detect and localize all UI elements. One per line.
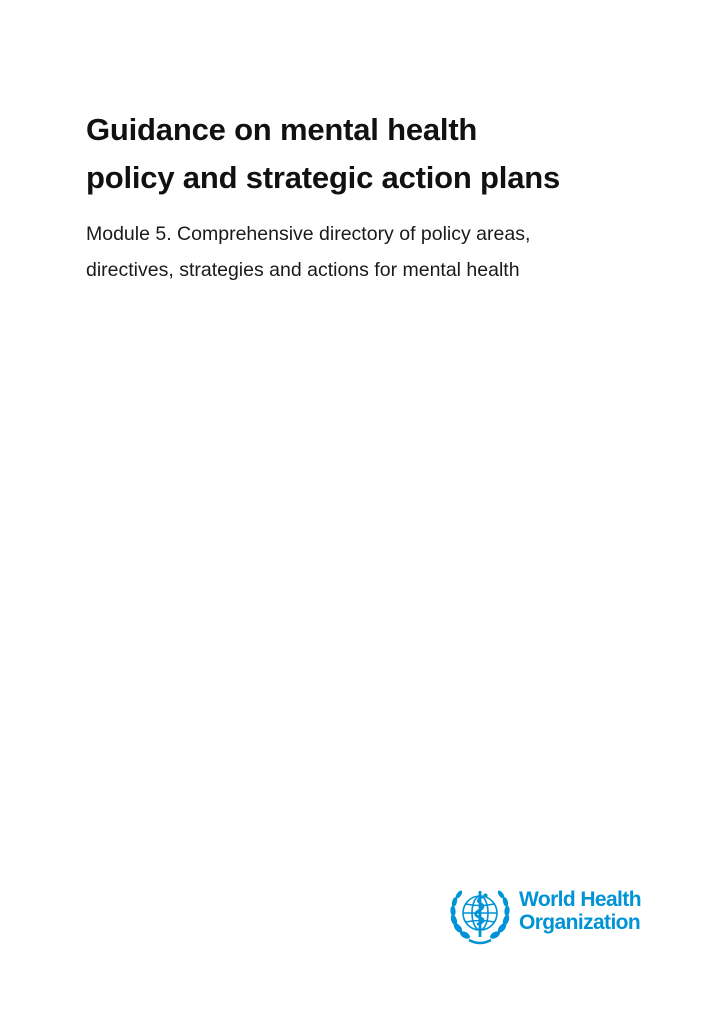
document-title-line-1: Guidance on mental health [86,112,478,147]
document-subtitle [86,216,686,288]
document-title [86,106,686,202]
who-logo-text-line-1: World Health [519,888,641,911]
who-logo [447,882,647,948]
document-subtitle-line-1: Module 5. Comprehensive directory of policy areas, [86,223,531,245]
who-emblem-icon [447,882,513,948]
document-subtitle-line-2: directives, strategies and actions for mental health [86,259,520,281]
document-title-line-2: policy and strategic action plans [86,160,561,195]
who-logo-text [519,888,641,934]
who-logo-text-line-2: Organization [519,911,641,934]
